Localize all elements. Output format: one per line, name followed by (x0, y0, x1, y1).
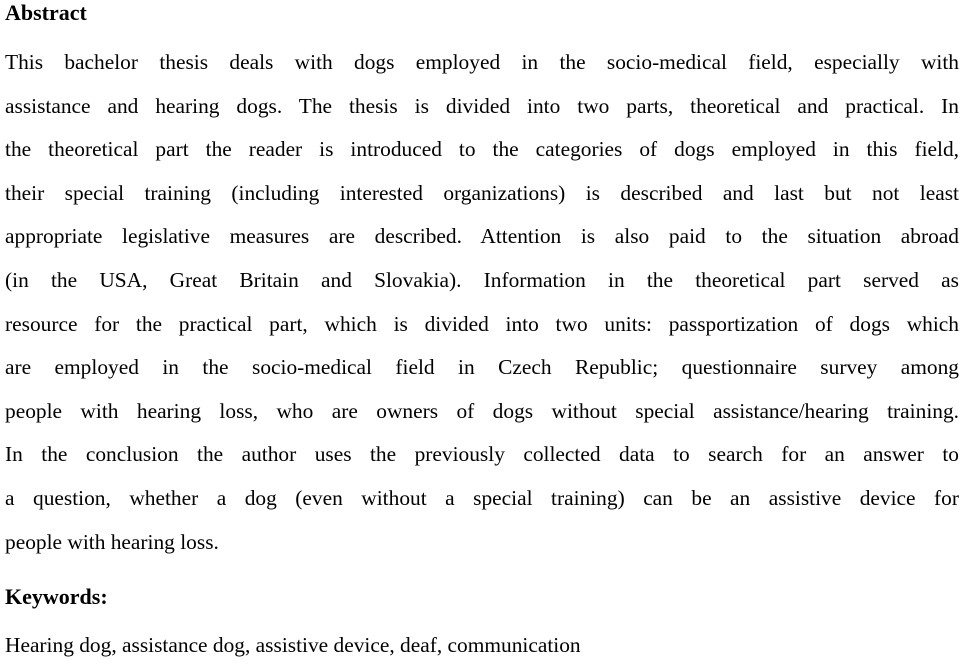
abstract-line-10: In the conclusion the author uses the previously collected data to search for an answer to (5, 442, 959, 467)
abstract-heading: Abstract (5, 0, 87, 25)
abstract-line-4: their special training (including interested organizations) is described and last but not least (5, 180, 959, 205)
keywords-list: Hearing dog, assistance dog, assistive device, deaf, communication (5, 633, 581, 657)
abstract-line-7: resource for the practical part, which is divided into two units: passportization of dogs which (5, 311, 959, 336)
abstract-line-1: This bachelor thesis deals with dogs employed in the socio-medical field, especially with (5, 50, 959, 74)
abstract-line-8: are employed in the socio-medical field in Czech Republic; questionnaire survey among (5, 355, 959, 380)
abstract-paragraph (5, 44, 959, 567)
abstract-line-6: (in the USA, Great Britain and Slovakia). Information in the theoretical part served as (5, 267, 959, 292)
abstract-line-12: people with hearing loss. (5, 529, 219, 554)
abstract-line-11: a question, whether a dog (even without a special training) can be an assistive device for (5, 485, 959, 510)
abstract-line-5: appropriate legislative measures are described. Attention is also paid to the situation abroad (5, 224, 959, 249)
abstract-line-3: the theoretical part the reader is introduced to the categories of dogs employed in this field, (5, 137, 959, 162)
abstract-line-2: assistance and hearing dogs. The thesis is divided into two parts, theoretical and practical. In (5, 93, 959, 118)
keywords-heading: Keywords: (5, 584, 108, 609)
abstract-line-9: people with hearing loss, who are owners of dogs without special assistance/hearing training. (5, 398, 959, 423)
